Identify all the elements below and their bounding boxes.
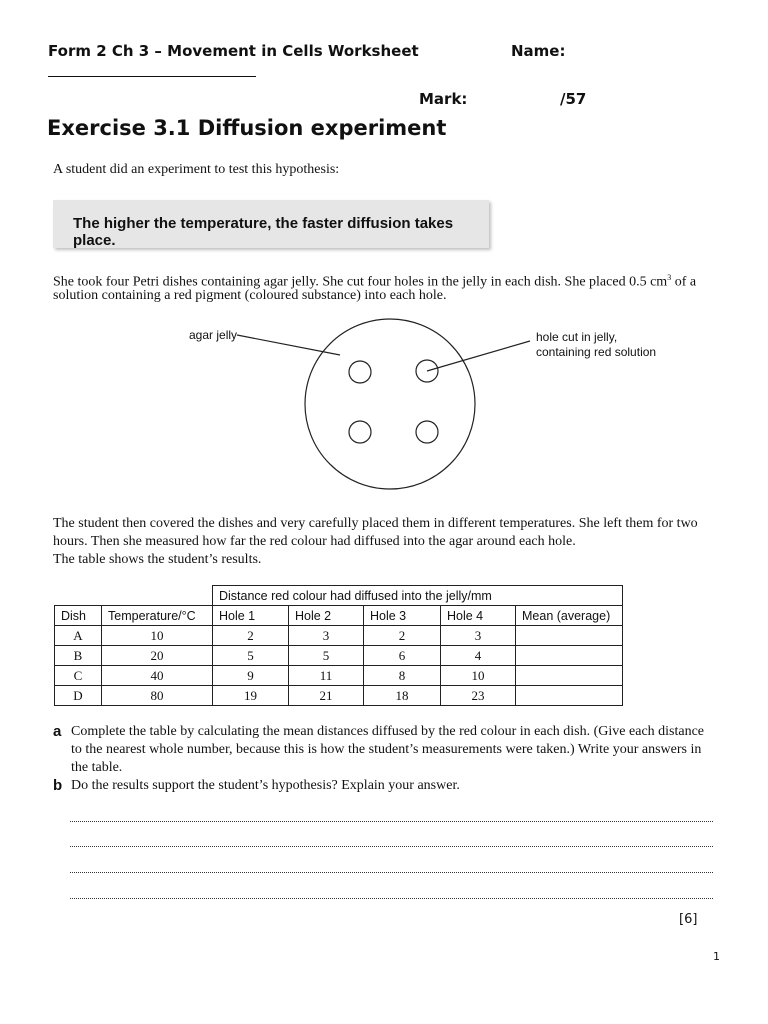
cell-temperature: 10 — [102, 626, 213, 646]
cell-hole-4: 4 — [441, 646, 516, 666]
answer-line[interactable] — [70, 821, 713, 822]
question-a-letter: a — [53, 723, 62, 740]
agar-pointer-line — [237, 335, 340, 355]
answer-line[interactable] — [70, 872, 713, 873]
cell-hole-1: 2 — [213, 626, 289, 646]
col-header-hole-1: Hole 1 — [213, 606, 289, 626]
question-a-line-3: the table. — [71, 760, 123, 775]
table-header-row — [55, 606, 623, 626]
table-row — [55, 626, 623, 646]
cell-mean-answer[interactable] — [516, 666, 623, 686]
table-row — [55, 686, 623, 706]
col-header-dish: Dish — [55, 606, 102, 626]
cell-hole-1: 5 — [213, 646, 289, 666]
cell-hole-2: 3 — [289, 626, 364, 646]
cell-mean-answer[interactable] — [516, 686, 623, 706]
mark-total: /57 — [560, 90, 587, 108]
label-hole-line-2: containing red solution — [536, 345, 657, 359]
cell-mean-answer[interactable] — [516, 646, 623, 666]
hole-3 — [349, 421, 371, 443]
name-answer-line — [48, 76, 256, 77]
page-number: 1 — [713, 950, 720, 963]
cell-hole-1: 9 — [213, 666, 289, 686]
paragraph-1-line-2: solution containing a red pigment (coloured substance) into each hole. — [53, 288, 447, 303]
hypothesis-box — [53, 200, 489, 248]
cell-dish: B — [55, 646, 102, 666]
intro-text: A student did an experiment to test this hypothesis: — [53, 162, 340, 177]
exercise-title: Exercise 3.1 Diffusion experiment — [47, 116, 447, 140]
col-header-hole-4: Hole 4 — [441, 606, 516, 626]
col-header-hole-2: Hole 2 — [289, 606, 364, 626]
cell-temperature: 80 — [102, 686, 213, 706]
question-a-line-1: Complete the table by calculating the mean distances diffused by the red colour in each dish. (Give each distance — [71, 724, 705, 739]
cell-hole-4: 23 — [441, 686, 516, 706]
group-header: Distance red colour had diffused into the jelly/mm — [213, 586, 623, 606]
answer-line[interactable] — [70, 846, 713, 847]
marks-available: [6] — [679, 912, 698, 927]
paragraph-2-line-3: The table shows the student’s results. — [53, 552, 262, 567]
cell-dish: C — [55, 666, 102, 686]
hole-1 — [349, 361, 371, 383]
table-group-header-row — [55, 586, 623, 606]
hole-pointer-line — [427, 341, 530, 371]
cell-hole-4: 10 — [441, 666, 516, 686]
name-label: Name: — [511, 42, 566, 60]
hypothesis-text: The higher the temperature, the faster diffusion takes place. — [73, 215, 454, 249]
table-row — [55, 666, 623, 686]
cell-hole-1: 19 — [213, 686, 289, 706]
paragraph-2-line-1: The student then covered the dishes and very carefully placed them in different temperatures. She left them for two — [53, 516, 698, 531]
cell-hole-2: 5 — [289, 646, 364, 666]
results-table — [54, 585, 623, 706]
label-agar-jelly: agar jelly — [189, 328, 238, 342]
paragraph-2-line-2: hours. Then she measured how far the red colour had diffused into the agar around each hole. — [53, 534, 576, 549]
cell-hole-2: 11 — [289, 666, 364, 686]
petri-dish-outline — [305, 319, 475, 489]
cell-hole-4: 3 — [441, 626, 516, 646]
cell-dish: A — [55, 626, 102, 646]
cell-dish: D — [55, 686, 102, 706]
cell-temperature: 40 — [102, 666, 213, 686]
col-header-mean: Mean (average) — [516, 606, 623, 626]
question-a-line-2: to the nearest whole number, because this is how the student’s measurements were taken.) Write your answers in — [71, 742, 702, 757]
col-header-hole-3: Hole 3 — [364, 606, 441, 626]
worksheet-title: Form 2 Ch 3 – Movement in Cells Worksheet — [48, 42, 419, 60]
question-b-line-1: Do the results support the student’s hypothesis? Explain your answer. — [71, 778, 460, 793]
question-b-letter: b — [53, 777, 63, 794]
cell-hole-3: 8 — [364, 666, 441, 686]
label-hole-line-1: hole cut in jelly, — [536, 330, 618, 344]
cell-hole-3: 18 — [364, 686, 441, 706]
table-row — [55, 646, 623, 666]
cell-mean-answer[interactable] — [516, 626, 623, 646]
col-header-temperature: Temperature/°C — [102, 606, 213, 626]
mark-label: Mark: — [419, 90, 468, 108]
cell-hole-2: 21 — [289, 686, 364, 706]
cell-hole-3: 6 — [364, 646, 441, 666]
cell-temperature: 20 — [102, 646, 213, 666]
hole-4 — [416, 421, 438, 443]
petri-dish-diagram — [180, 310, 680, 505]
cell-hole-3: 2 — [364, 626, 441, 646]
paragraph-1-line-1: She took four Petri dishes containing agar jelly. She cut four holes in the jelly in each dish. She placed 0.5 $cm^3$ of a — [53, 273, 697, 290]
answer-line[interactable] — [70, 898, 713, 899]
